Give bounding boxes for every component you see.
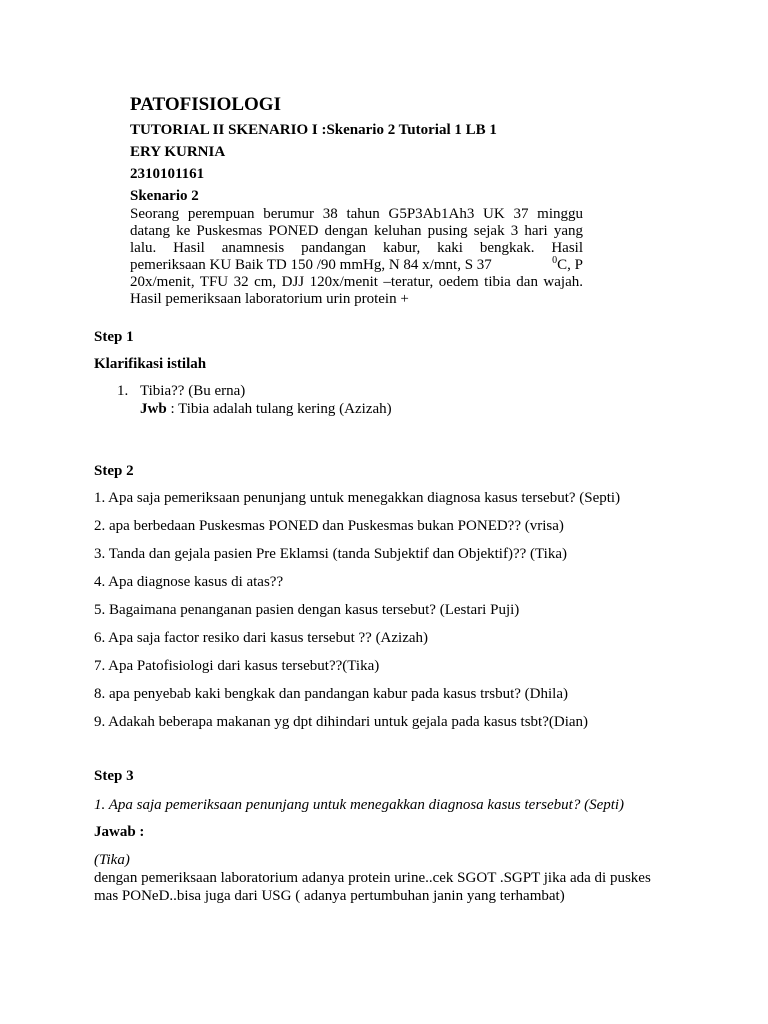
step3-heading: Step 3 (94, 768, 134, 784)
step3-answer-line: dengan pemeriksaan laboratorium adanya protein urine..cek SGOT .SGPT jika ada di puskes (94, 870, 651, 886)
scenario-line: lalu. Hasil anamnesis pandangan kabur, kaki bengkak. Hasil (130, 240, 583, 256)
answer-label: Jwb (140, 401, 167, 417)
scenario-line: datang ke Puskesmas PONED dengan keluhan pusing sejak 3 hari yang (130, 223, 583, 239)
scenario-heading: Skenario 2 (130, 188, 199, 204)
tutorial-line: TUTORIAL II SKENARIO I :Skenario 2 Tutorial 1 LB 1 (130, 122, 497, 138)
step3-answer-author: (Tika) (94, 852, 130, 868)
step2-question: 4. Apa diagnose kasus di atas?? (94, 574, 284, 590)
scenario-line: Seorang perempuan berumur 38 tahun G5P3Ab1Ah3 UK 37 minggu (130, 206, 583, 222)
step2-question: 8. apa penyebab kaki bengkak dan pandangan kabur pada kasus trsbut? (Dhila) (94, 686, 569, 702)
step3-answer-line: mas PONeD..bisa juga dari USG ( adanya pertumbuhan janin yang terhambat) (94, 888, 565, 904)
step2-question: 3. Tanda dan gejala pasien Pre Eklamsi (tanda Subjektif dan Objektif)?? (Tika) (94, 546, 567, 562)
scenario-line-vitals (130, 257, 583, 274)
step2-question: 9. Adakah beberapa makanan yg dpt dihindari untuk gejala pada kasus tsbt?(Dian) (94, 714, 589, 730)
step1-heading: Step 1 (94, 329, 134, 345)
student-id: 2310101161 (130, 166, 205, 182)
step2-question: 7. Apa Patofisiologi dari kasus tersebut??(Tika) (94, 658, 380, 674)
step2-heading: Step 2 (94, 463, 134, 479)
temperature-tail: C, P (557, 257, 583, 273)
degree-superscript: 0 (552, 255, 558, 266)
step2-question: 5. Bagaimana penanganan pasien dengan kasus tersebut? (Lestari Puji) (94, 602, 520, 618)
author-name: ERY KURNIA (130, 144, 226, 160)
step3-answer-heading: Jawab : (94, 824, 145, 840)
temperature-unit (552, 257, 583, 274)
step2-question: 2. apa berbedaan Puskesmas PONED dan Puskesmas bukan PONED?? (vrisa) (94, 518, 564, 534)
step1-subheading: Klarifikasi istilah (94, 356, 207, 372)
step1-item-number: 1. (117, 383, 129, 399)
scenario-line: 20x/menit, TFU 32 cm, DJJ 120x/menit –teratur, oedem tibia dan wajah. (130, 274, 583, 290)
step2-question: 6. Apa saja factor resiko dari kasus tersebut ?? (Azizah) (94, 630, 429, 646)
scenario-line: pemeriksaan KU Baik TD 150 /90 mmHg, N 84 x/mnt, S 37 (130, 257, 492, 273)
answer-text: : Tibia adalah tulang kering (Azizah) (166, 401, 392, 417)
step2-question: 1. Apa saja pemeriksaan penunjang untuk menegakkan diagnosa kasus tersebut? (Septi) (94, 490, 621, 506)
step3-question: 1. Apa saja pemeriksaan penunjang untuk menegakkan diagnosa kasus tersebut? (Septi) (94, 797, 625, 813)
step1-item-question: Tibia?? (Bu erna) (140, 383, 246, 399)
document-title: PATOFISIOLOGI (130, 94, 281, 115)
step1-answer (140, 401, 392, 418)
scenario-line: Hasil pemeriksaan laboratorium urin protein + (130, 291, 409, 307)
